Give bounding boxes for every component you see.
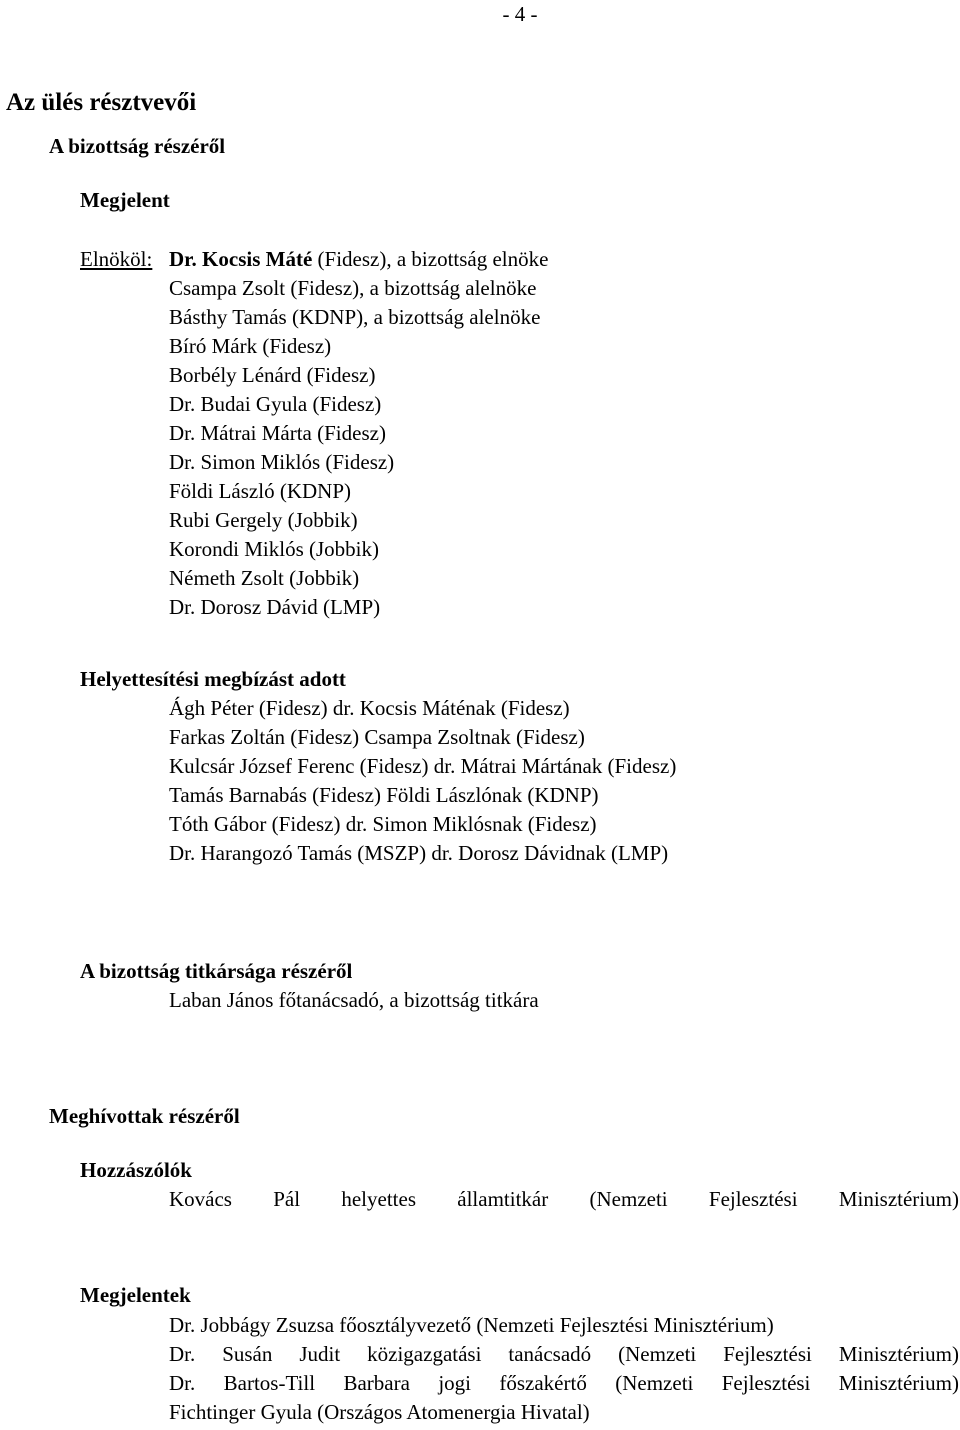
speaker-word: Minisztérium) [838, 1187, 959, 1211]
substitution-item: Kulcsár József Ferenc (Fidesz) dr. Mátrai Mártának (Fidesz) [169, 754, 677, 778]
substitution-item: Tamás Barnabás (Fidesz) Földi Lászlónak (KDNP) [169, 783, 599, 807]
document-title: Az ülés résztvevői [6, 89, 197, 116]
member-item: Korondi Miklós (Jobbik) [169, 537, 379, 561]
attendee-word: Barbara [343, 1371, 410, 1395]
secretariat-member: Laban János főtanácsadó, a bizottság titkára [169, 988, 539, 1012]
substitution-item: Tóth Gábor (Fidesz) dr. Simon Miklósnak (Fidesz) [169, 812, 597, 836]
attendee-word: Susán [222, 1342, 273, 1366]
attendee-item: Dr. Jobbágy Zsuzsa főosztályvezető (Nemzeti Fejlesztési Minisztérium) [169, 1313, 774, 1337]
substitution-item: Ágh Péter (Fidesz) dr. Kocsis Máténak (Fidesz) [169, 696, 570, 720]
member-item: Dr. Dorosz Dávid (LMP) [169, 595, 381, 619]
member-item: Básthy Tamás (KDNP), a bizottság alelnöke [169, 305, 541, 329]
speaker-word: államtitkár [457, 1187, 549, 1211]
present-heading: Megjelent [80, 188, 170, 212]
member-item: Földi László (KDNP) [169, 479, 351, 503]
substitution-item: Farkas Zoltán (Fidesz) Csampa Zsoltnak (Fidesz) [169, 725, 585, 749]
speaker-word: Fejlesztési [708, 1187, 798, 1211]
chair-line [169, 245, 548, 274]
member-item: Borbély Lénárd (Fidesz) [169, 363, 376, 387]
member-item: Csampa Zsolt (Fidesz), a bizottság alelnöke [169, 276, 537, 300]
speaker-line [169, 1185, 959, 1214]
member-item: Bíró Márk (Fidesz) [169, 334, 332, 358]
chair-role: (Fidesz), a bizottság elnöke [312, 247, 549, 271]
committee-heading: A bizottság részéről [49, 134, 226, 158]
chair-label: Elnököl: [80, 247, 153, 271]
attendee-word: Fejlesztési [723, 1342, 812, 1366]
attendee-word: Judit [299, 1342, 341, 1366]
attendee-item: Fichtinger Gyula (Országos Atomenergia Hivatal) [169, 1400, 590, 1424]
attendee-word: jogi [438, 1371, 471, 1395]
attendees-heading: Megjelentek [80, 1283, 191, 1307]
attendee-word: Bartos-Till [223, 1371, 316, 1395]
member-item: Dr. Simon Miklós (Fidesz) [169, 450, 395, 474]
chair-name: Dr. Kocsis Máté [169, 247, 313, 271]
member-item: Dr. Budai Gyula (Fidesz) [169, 392, 382, 416]
member-item: Németh Zsolt (Jobbik) [169, 566, 360, 590]
speakers-heading: Hozzászólók [80, 1158, 192, 1182]
substitution-heading: Helyettesítési megbízást adott [80, 667, 346, 691]
attendee-word: (Nemzeti [618, 1342, 697, 1366]
attendee-word: közigazgatási [367, 1342, 482, 1366]
member-item: Dr. Mátrai Márta (Fidesz) [169, 421, 386, 445]
page-number: - 4 - [502, 2, 538, 26]
attendee-word: Dr. [169, 1371, 196, 1395]
attendee-item [169, 1369, 959, 1398]
speaker-word: Kovács [169, 1187, 232, 1211]
speaker-word: helyettes [341, 1187, 416, 1211]
attendee-word: Minisztérium) [838, 1371, 959, 1395]
attendee-word: főszakértő [499, 1371, 587, 1395]
secretariat-heading: A bizottság titkársága részéről [80, 959, 353, 983]
attendee-word: Dr. [169, 1342, 196, 1366]
substitution-item: Dr. Harangozó Tamás (MSZP) dr. Dorosz Dávidnak (LMP) [169, 841, 669, 865]
speaker-word: (Nemzeti [589, 1187, 668, 1211]
attendee-word: (Nemzeti [615, 1371, 694, 1395]
member-item: Rubi Gergely (Jobbik) [169, 508, 358, 532]
attendee-word: tanácsadó [508, 1342, 592, 1366]
speaker-word: Pál [273, 1187, 301, 1211]
invited-heading: Meghívottak részéről [49, 1104, 240, 1128]
attendee-word: Minisztérium) [838, 1342, 959, 1366]
attendee-word: Fejlesztési [721, 1371, 811, 1395]
attendee-item [169, 1340, 959, 1369]
